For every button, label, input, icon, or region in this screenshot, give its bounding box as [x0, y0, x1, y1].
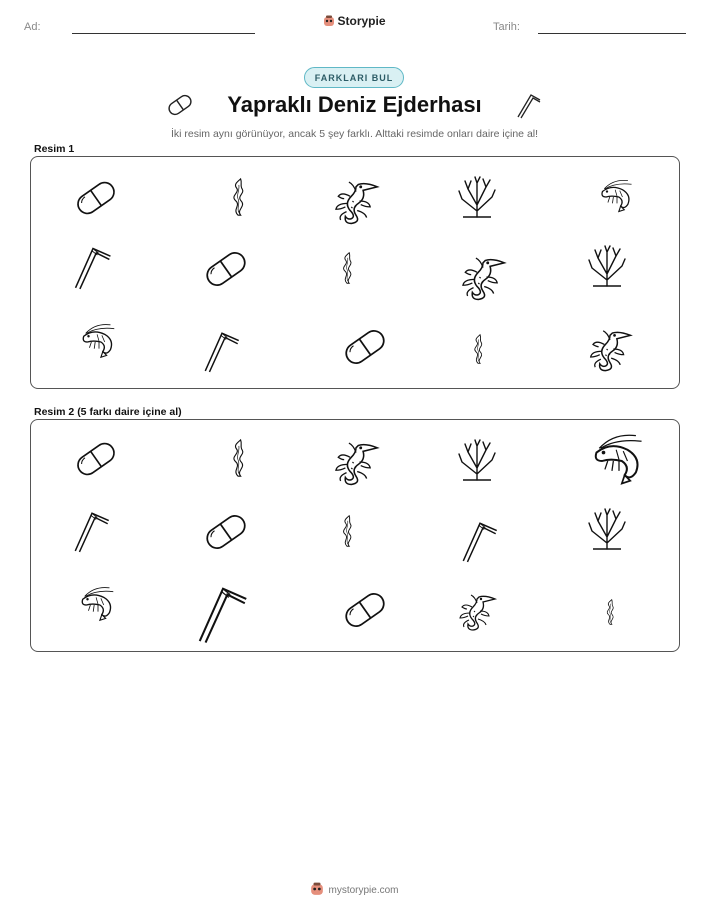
straw-icon[interactable]	[69, 506, 115, 554]
title-straw-icon	[514, 91, 542, 119]
kelp-icon	[219, 171, 257, 223]
kelp-icon	[331, 241, 363, 295]
picture1-label: Resim 1	[34, 143, 75, 155]
storypie-logo-icon	[323, 15, 335, 27]
name-label: Ad:	[24, 21, 41, 33]
picture2-panel[interactable]	[30, 419, 680, 652]
sea-dragon-icon	[329, 175, 383, 227]
footer-link[interactable]: mystorypie.com	[328, 885, 399, 896]
date-line[interactable]	[538, 33, 686, 34]
picture1-panel	[30, 156, 680, 389]
page-title: Yapraklı Deniz Ejderhası	[227, 92, 482, 117]
pill-icon	[73, 175, 119, 221]
picture2-label: Resim 2 (5 farkı daire içine al)	[34, 406, 182, 418]
straw-icon	[199, 325, 245, 375]
coral-icon[interactable]	[585, 504, 629, 554]
pill-icon[interactable]	[341, 586, 389, 634]
footer	[0, 882, 709, 896]
sea-dragon-icon	[585, 323, 635, 375]
straw-icon[interactable]	[191, 578, 255, 646]
kelp-icon[interactable]	[597, 584, 623, 640]
coral-icon[interactable]	[455, 434, 499, 486]
kelp-icon[interactable]	[219, 432, 257, 484]
pill-icon[interactable]	[201, 508, 251, 556]
straw-icon	[69, 241, 117, 291]
shrimp-icon	[595, 177, 639, 217]
pill-icon	[341, 323, 389, 371]
sea-dragon-icon	[457, 251, 509, 303]
sea-dragon-icon[interactable]	[455, 586, 499, 636]
activity-badge: FARKLARI BUL	[304, 67, 404, 88]
storypie-logo-icon	[310, 882, 324, 896]
name-line[interactable]	[72, 33, 255, 34]
pill-icon[interactable]	[73, 436, 119, 482]
coral-icon	[585, 241, 629, 291]
sea-dragon-icon[interactable]	[329, 436, 383, 488]
brand-name: Storypie	[337, 14, 386, 28]
shrimp-icon	[75, 321, 123, 363]
shrimp-icon[interactable]	[75, 584, 121, 626]
shrimp-icon[interactable]	[585, 430, 653, 492]
date-label: Tarih:	[493, 21, 520, 33]
pill-icon	[201, 245, 251, 293]
coral-icon	[455, 173, 499, 221]
straw-icon[interactable]	[457, 516, 503, 564]
kelp-icon	[463, 323, 493, 375]
kelp-icon[interactable]	[331, 504, 363, 558]
brand	[0, 14, 709, 28]
instructions: İki resim aynı görünüyor, ancak 5 şey farklı. Alttaki resimde onları daire içine al!	[170, 128, 539, 140]
